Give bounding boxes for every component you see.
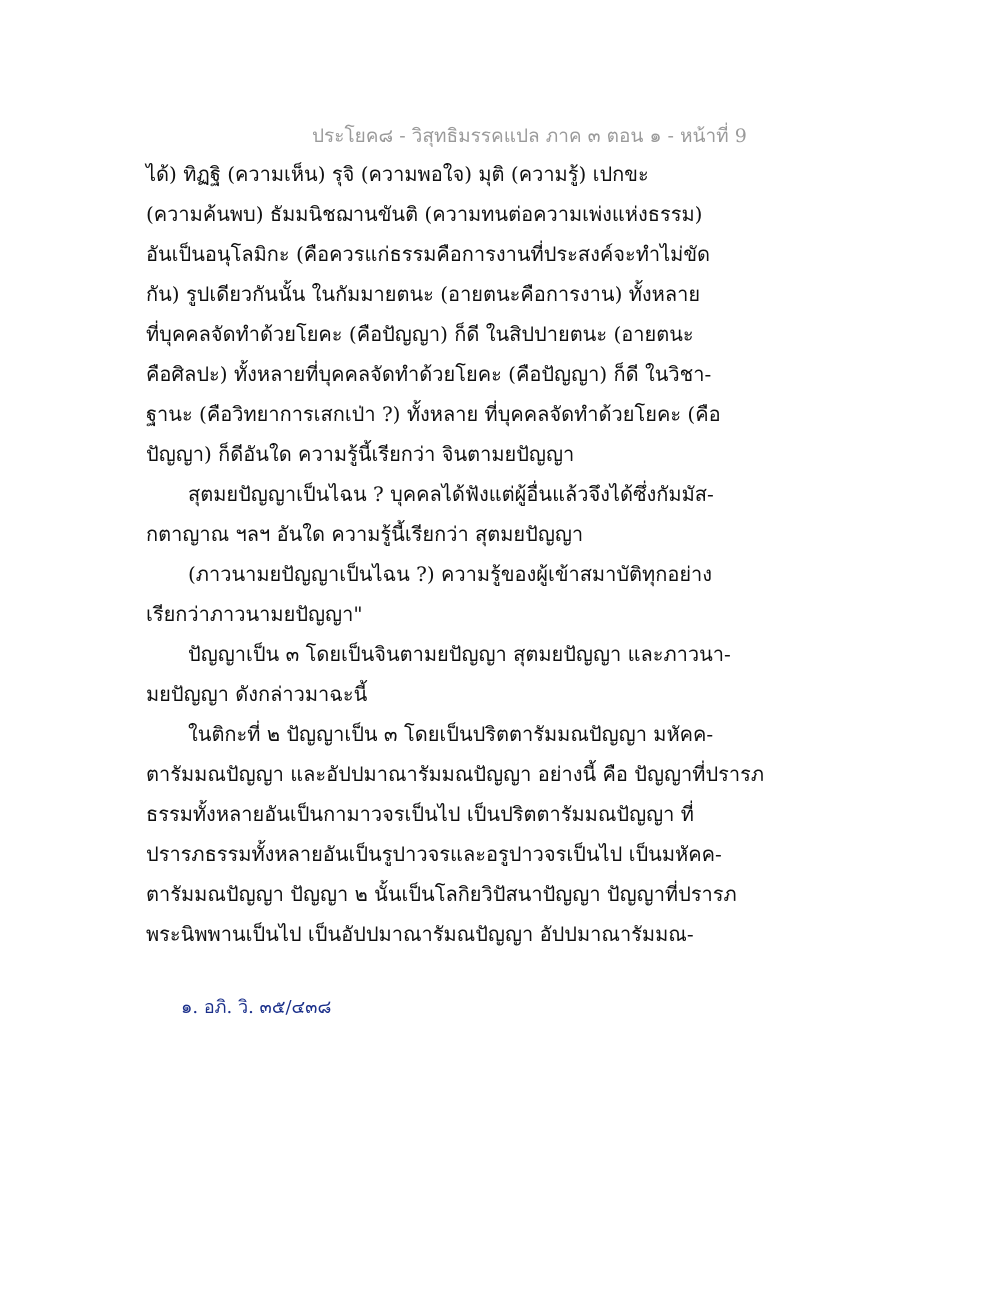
- page-header: ประโยค๘ - วิสุทธิมรรคแปล ภาค ๓ ตอน ๑ - หน้าที่ 9: [312, 125, 747, 147]
- text-line: ตารัมมณปัญญา ปัญญา ๒ นั้นเป็นโลกิยวิปัสนาปัญญา ปัญญาที่ปรารภ: [146, 882, 737, 906]
- text-line: ธรรมทั้งหลายอันเป็นกามาวจรเป็นไป เป็นปริตตารัมมณปัญญา ที่: [146, 802, 694, 826]
- text-line: กตาญาณ ฯลฯ อันใด ความรู้นี้เรียกว่า สุตมยปัญญา: [146, 522, 584, 546]
- footnote: ๑. อภิ. วิ. ๓๕/๔๓๘: [181, 997, 332, 1018]
- paragraph-start-line: สุตมยปัญญาเป็นไฉน ? บุคคลได้ฟังแต่ผู้อื่นแล้วจึงได้ซึ่งกัมมัส-: [188, 482, 714, 506]
- paragraph-start-line: ในติกะที่ ๒ ปัญญาเป็น ๓ โดยเป็นปริตตารัมมณปัญญา มหัคค-: [188, 722, 714, 746]
- text-line: กัน) รูปเดียวกันนั้น ในกัมมายตนะ (อายตนะคือการงาน) ทั้งหลาย: [146, 282, 701, 306]
- text-line: พระนิพพานเป็นไป เป็นอัปปมาณารัมณปัญญา อัปปมาณารัมมณ-: [146, 922, 694, 946]
- text-line: ที่บุคคลจัดทำด้วยโยคะ (คือปัญญา) ก็ดี ในสิปปายตนะ (อายตนะ: [146, 322, 694, 346]
- body-text: [146, 154, 765, 954]
- text-line: ฐานะ (คือวิทยาการเสกเป่า ?) ทั้งหลาย ที่บุคคลจัดทำด้วยโยคะ (คือ: [146, 402, 721, 426]
- text-line: (ความค้นพบ) ธัมมนิชฌานขันติ (ความทนต่อความเพ่งแห่งธรรม): [146, 202, 703, 226]
- text-line: เรียกว่าภาวนามยปัญญา": [146, 602, 363, 626]
- paragraph-start-line: ปัญญาเป็น ๓ โดยเป็นจินตามยปัญญา สุตมยปัญญา และภาวนา-: [188, 642, 731, 666]
- text-line: มยปัญญา ดังกล่าวมาฉะนี้: [146, 682, 368, 706]
- text-line: คือศิลปะ) ทั้งหลายที่บุคคลจัดทำด้วยโยคะ (คือปัญญา) ก็ดี ในวิชา-: [146, 362, 712, 386]
- paragraph-start-line: (ภาวนามยปัญญาเป็นไฉน ?) ความรู้ของผู้เข้าสมาบัติทุกอย่าง: [188, 562, 713, 586]
- text-line: ปรารภธรรมทั้งหลายอันเป็นรูปาวจรและอรูปาวจรเป็นไป เป็นมหัคค-: [146, 842, 722, 866]
- text-line: ปัญญา) ก็ดีอันใด ความรู้นี้เรียกว่า จินตามยปัญญา: [146, 442, 575, 466]
- text-line: อันเป็นอนุโลมิกะ (คือควรแก่ธรรมคือการงานที่ประสงค์จะทำไม่ขัด: [146, 242, 711, 266]
- text-line: ได้) ทิฏฐิ (ความเห็น) รุจิ (ความพอใจ) มุติ (ความรู้) เปกขะ: [146, 162, 649, 186]
- text-line: ตารัมมณปัญญา และอัปปมาณารัมมณปัญญา อย่างนี้ คือ ปัญญาที่ปรารภ: [146, 762, 765, 786]
